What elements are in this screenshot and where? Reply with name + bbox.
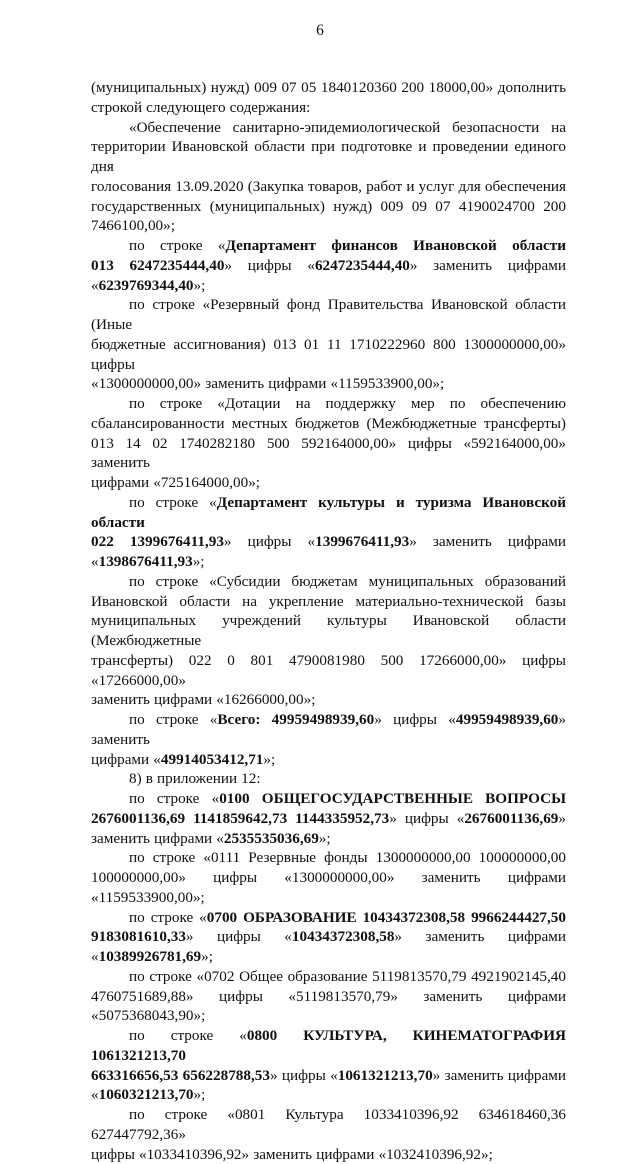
text-line: голосования 13.09.2020 (Закупка товаров, работ и услуг для обеспечения [91,177,566,197]
text-line: «6239769344,40»; [91,276,566,296]
text-line: сбалансированности местных бюджетов (Межбюджетные трансферты) [91,414,566,434]
text-line: строкой следующего содержания: [91,98,566,118]
text-line: по строке «Дотации на поддержку мер по обеспечению [91,394,566,414]
text-line: трансферты) 022 0 801 4790081980 500 17266000,00» цифры «17266000,00» [91,651,566,691]
text-line: цифрами «725164000,00»; [91,473,566,493]
text-line: 7466100,00»; [91,216,566,236]
text-line: по строке «Субсидии бюджетам муниципальных образований [91,572,566,592]
text-line: (муниципальных) нужд) 009 07 05 1840120360 200 18000,00» дополнить [91,78,566,98]
text-line: 013 14 02 1740282180 500 592164000,00» цифры «592164000,00» заменить [91,434,566,474]
document-body [91,78,566,1164]
text-line: по строке «Резервный фонд Правительства Ивановской области (Иные [91,295,566,335]
text-line: по строке «0801 Культура 1033410396,92 634618460,36 627447792,36» [91,1105,566,1145]
text-line: «1060321213,70»; [91,1085,566,1105]
text-line: по строке «0100 ОБЩЕГОСУДАРСТВЕННЫЕ ВОПРОСЫ [91,789,566,809]
text-line: по строке «0702 Общее образование 5119813570,79 4921902145,40 [91,967,566,987]
text-line: по строке «0800 КУЛЬТУРА, КИНЕМАТОГРАФИЯ 1061321213,70 [91,1026,566,1066]
text-line: цифрами «49914053412,71»; [91,750,566,770]
text-line: муниципальных учреждений культуры Ивановской области (Межбюджетные [91,611,566,651]
text-line: цифры «1033410396,92» заменить цифрами «1032410396,92»; [91,1145,566,1164]
page-number: 6 [0,22,640,40]
text-line: по строке «0111 Резервные фонды 1300000000,00 100000000,00 [91,848,566,868]
text-line: «Обеспечение санитарно-эпидемиологической безопасности на [91,118,566,138]
text-line: по строке «Департамент культуры и туризма Ивановской области [91,493,566,533]
text-line: 4760751689,88» цифры «5119813570,79» заменить цифрами «5075368043,90»; [91,987,566,1027]
text-line: по строке «Всего: 49959498939,60» цифры «49959498939,60» заменить [91,710,566,750]
text-line: 022 1399676411,93» цифры «1399676411,93» заменить цифрами [91,532,566,552]
text-line: 013 6247235444,40» цифры «6247235444,40» заменить цифрами [91,256,566,276]
text-line: бюджетные ассигнования) 013 01 11 1710222960 800 1300000000,00» цифры [91,335,566,375]
text-line: 2676001136,69 1141859642,73 1144335952,73» цифры «2676001136,69» [91,809,566,829]
text-line: территории Ивановской области при подготовке и проведении единого дня [91,137,566,177]
text-line: 100000000,00» цифры «1300000000,00» заменить цифрами «1159533900,00»; [91,868,566,908]
text-line: Ивановской области на укрепление материально-технической базы [91,592,566,612]
text-line: по строке «0700 ОБРАЗОВАНИЕ 10434372308,58 9966244427,50 [91,908,566,928]
text-line: 9183081610,33» цифры «10434372308,58» заменить цифрами [91,927,566,947]
text-line: по строке «Департамент финансов Ивановской области [91,236,566,256]
text-line: заменить цифрами «16266000,00»; [91,690,566,710]
text-line: «1300000000,00» заменить цифрами «1159533900,00»; [91,374,566,394]
text-line: 663316656,53 656228788,53» цифры «1061321213,70» заменить цифрами [91,1066,566,1086]
text-line: «10389926781,69»; [91,947,566,967]
text-line: «1398676411,93»; [91,552,566,572]
text-line: государственных (муниципальных) нужд) 009 09 07 4190024700 200 [91,197,566,217]
text-line: 8) в приложении 12: [91,769,566,789]
text-line: заменить цифрами «2535535036,69»; [91,829,566,849]
